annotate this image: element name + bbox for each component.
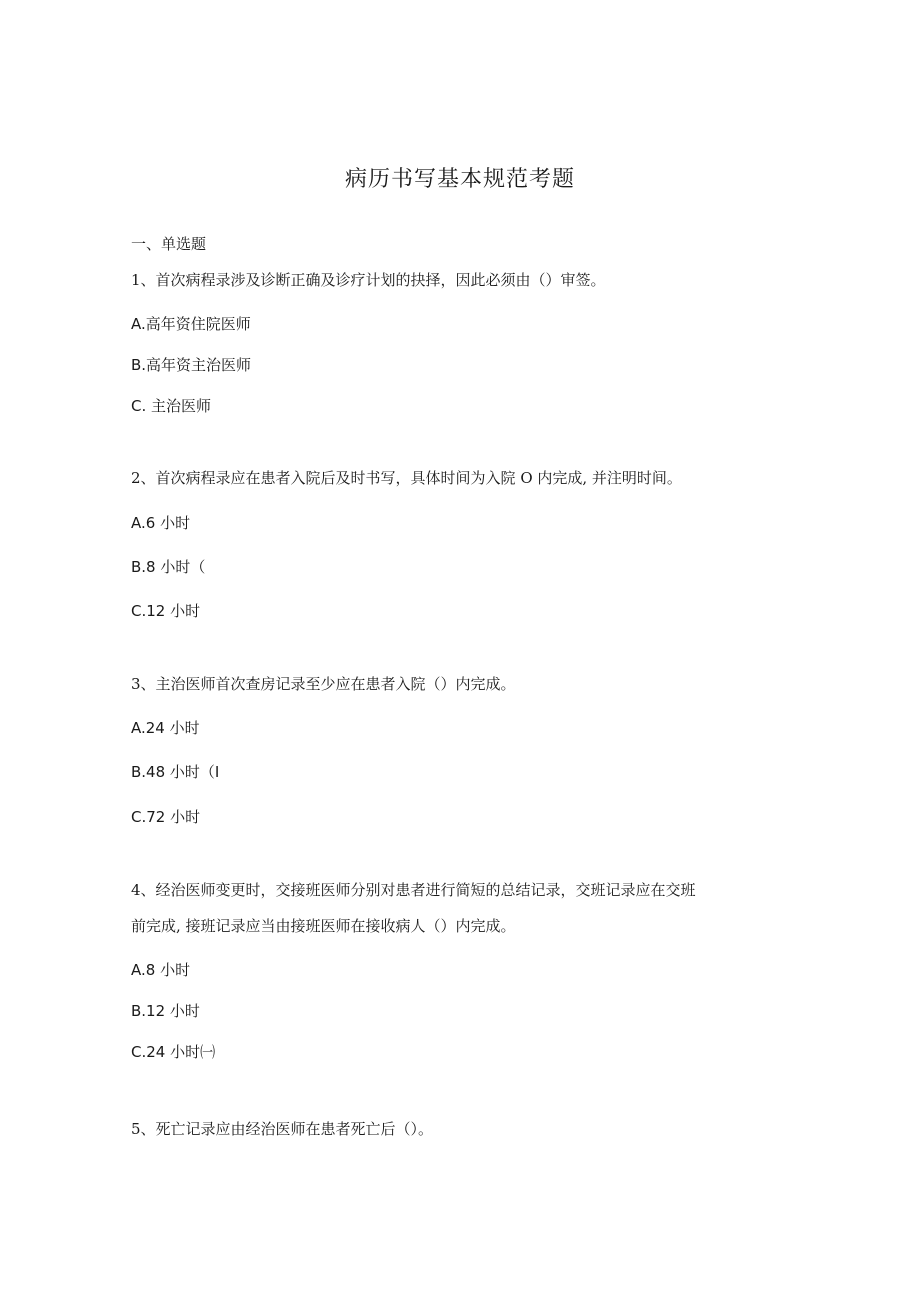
question-4-option-b: B.12 小时 [131,1002,200,1020]
question-4-option-c: C.24 小时㈠ [131,1043,216,1061]
question-1-text: 1、首次病程录涉及诊断正确及诊疗计划的抉择，因此必须由（）审签。 [131,271,606,289]
question-1-option-a: A.高年资住院医师 [131,315,251,333]
question-3-option-a: A.24 小时 [131,719,200,737]
question-4-text-line-1: 4、经治医师变更时，交接班医师分别对患者进行简短的总结记录，交班记录应在交班 [131,881,696,899]
question-5-text: 5、死亡记录应由经治医师在患者死亡后（）。 [131,1120,434,1138]
page-title: 病历书写基本规范考题 [344,167,575,192]
question-2-option-c: C.12 小时 [131,602,201,620]
question-1-option-b: B.高年资主治医师 [131,356,252,374]
question-2-option-a: A.6 小时 [131,514,191,532]
question-3-option-b: B.48 小时（I [131,763,220,781]
question-3-option-c: C.72 小时 [131,808,201,826]
question-2-option-b: B.8 小时（ [131,558,206,576]
question-3-text: 3、主治医师首次查房记录至少应在患者入院（）内完成。 [131,675,516,693]
question-2-text: 2、首次病程录应在患者入院后及时书写，具体时间为入院 O 内完成, 并注明时间。 [131,469,682,487]
section-heading: 一、单选题 [131,235,207,253]
question-1-option-c: C. 主治医师 [131,397,212,415]
question-4-option-a: A.8 小时 [131,961,191,979]
question-4-text-line-2: 前完成, 接班记录应当由接班医师在接收病人（）内完成。 [131,917,516,935]
